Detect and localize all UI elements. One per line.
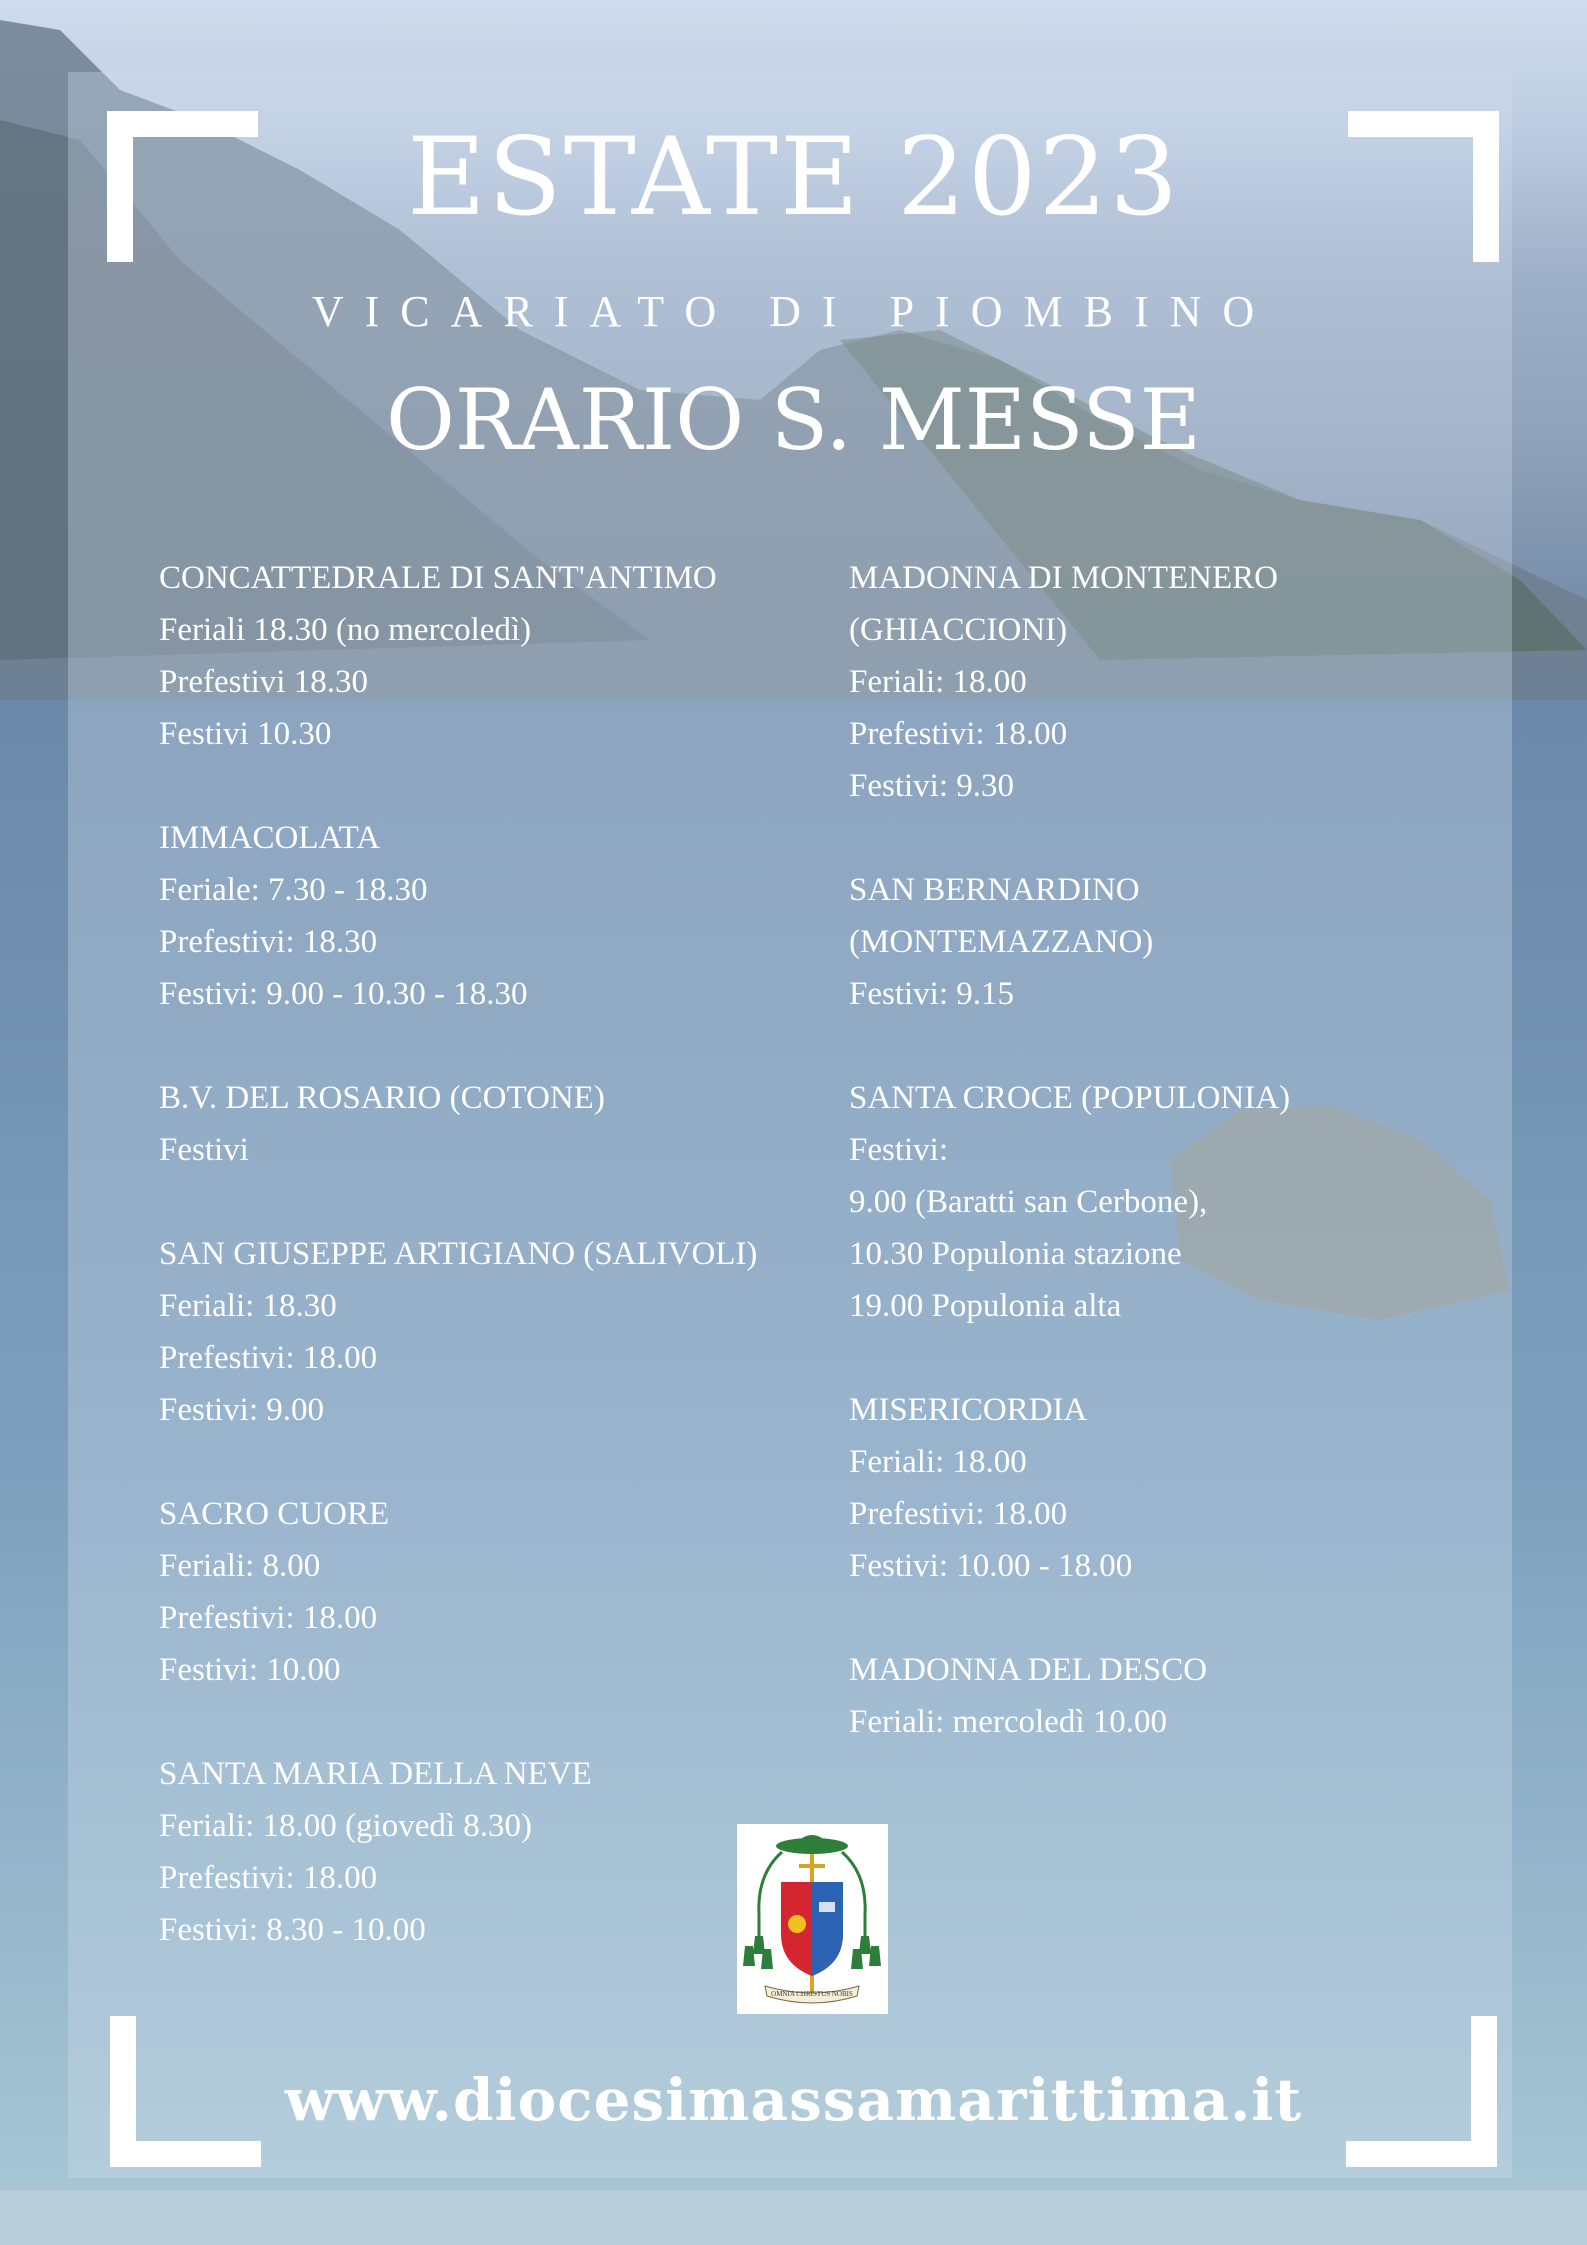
mass-time-line: Feriali: 18.30 xyxy=(159,1288,337,1324)
mass-time-line: Festivi xyxy=(159,1132,249,1168)
page-subtitle: VICARIATO DI PIOMBINO xyxy=(311,287,1276,336)
diocese-coat-of-arms-icon xyxy=(737,1824,888,2014)
mass-time-line: Feriali: mercoledì 10.00 xyxy=(849,1704,1167,1740)
schedule-column-right xyxy=(849,552,1499,1800)
schedule-heading: ORARIO S. MESSE xyxy=(386,371,1201,469)
mass-time-line: Festivi: 8.30 - 10.00 xyxy=(159,1912,426,1948)
church-schedule-right-1 xyxy=(849,864,1499,1020)
mass-time-line: Festivi: 10.00 - 18.00 xyxy=(849,1548,1133,1584)
page-title: ESTATE 2023 xyxy=(406,115,1181,240)
church-name: MADONNA DI MONTENERO xyxy=(849,560,1278,596)
mass-time-line: Festivi 10.30 xyxy=(159,716,332,752)
mass-time-line: Feriali: 8.00 xyxy=(159,1548,321,1584)
church-schedule-left-2 xyxy=(159,1072,839,1176)
mass-time-line: Prefestivi 18.30 xyxy=(159,664,368,700)
church-schedule-left-3 xyxy=(159,1228,839,1436)
mass-time-line: Prefestivi: 18.00 xyxy=(849,716,1068,752)
logo-motto: OMNIA CHRISTUS NOBIS xyxy=(771,1990,853,1998)
church-schedule-right-0 xyxy=(849,552,1499,812)
mass-time-line: Festivi: 9.15 xyxy=(849,976,1015,1012)
mass-time-line: 10.30 Populonia stazione xyxy=(849,1236,1182,1272)
mass-time-line: Festivi: 9.00 - 10.30 - 18.30 xyxy=(159,976,528,1012)
mass-time-line: Feriali: 18.00 xyxy=(849,664,1027,700)
diocese-logo xyxy=(737,1824,888,2014)
mass-time-line: Feriali: 18.00 xyxy=(849,1444,1027,1480)
church-name: SANTA CROCE (POPULONIA) xyxy=(849,1080,1291,1116)
mass-time-line: Prefestivi: 18.00 xyxy=(159,1340,378,1376)
church-name: B.V. DEL ROSARIO (COTONE) xyxy=(159,1080,605,1116)
church-schedule-left-4 xyxy=(159,1488,839,1696)
mass-time-line: Prefestivi: 18.00 xyxy=(849,1496,1068,1532)
church-name: SAN GIUSEPPE ARTIGIANO (SALIVOLI) xyxy=(159,1236,758,1272)
mass-time-line: Feriali: 18.00 (giovedì 8.30) xyxy=(159,1808,533,1844)
mass-time-line: 9.00 (Baratti san Cerbone), xyxy=(849,1184,1208,1220)
mass-time-line: Prefestivi: 18.30 xyxy=(159,924,378,960)
church-name: CONCATTEDRALE DI SANT'ANTIMO xyxy=(159,560,717,596)
church-name: SANTA MARIA DELLA NEVE xyxy=(159,1756,592,1792)
church-name: MISERICORDIA xyxy=(849,1392,1088,1428)
mass-time-line: Festivi: 9.00 xyxy=(159,1392,325,1428)
mass-time-line: (MONTEMAZZANO) xyxy=(849,924,1154,960)
mass-time-line: Feriali 18.30 (no mercoledì) xyxy=(159,612,532,648)
mass-time-line: 19.00 Populonia alta xyxy=(849,1288,1122,1324)
church-name: IMMACOLATA xyxy=(159,820,381,856)
schedule-column-left xyxy=(159,552,839,2008)
mass-time-line: (GHIACCIONI) xyxy=(849,612,1068,648)
church-schedule-left-0 xyxy=(159,552,839,760)
church-schedule-right-4 xyxy=(849,1644,1499,1748)
mass-time-line: Festivi: xyxy=(849,1132,949,1168)
church-schedule-left-1 xyxy=(159,812,839,1020)
website-link[interactable]: www.diocesimassamarittima.it xyxy=(284,2066,1303,2134)
church-schedule-right-3 xyxy=(849,1384,1499,1592)
mass-time-line: Festivi: 9.30 xyxy=(849,768,1015,804)
mass-time-line: Prefestivi: 18.00 xyxy=(159,1860,378,1896)
church-name: MADONNA DEL DESCO xyxy=(849,1652,1208,1688)
mass-time-line: Feriale: 7.30 - 18.30 xyxy=(159,872,428,908)
church-name: SACRO CUORE xyxy=(159,1496,390,1532)
church-name: SAN BERNARDINO xyxy=(849,872,1140,908)
mass-time-line: Festivi: 10.00 xyxy=(159,1652,341,1688)
mass-time-line: Prefestivi: 18.00 xyxy=(159,1600,378,1636)
church-schedule-right-2 xyxy=(849,1072,1499,1332)
